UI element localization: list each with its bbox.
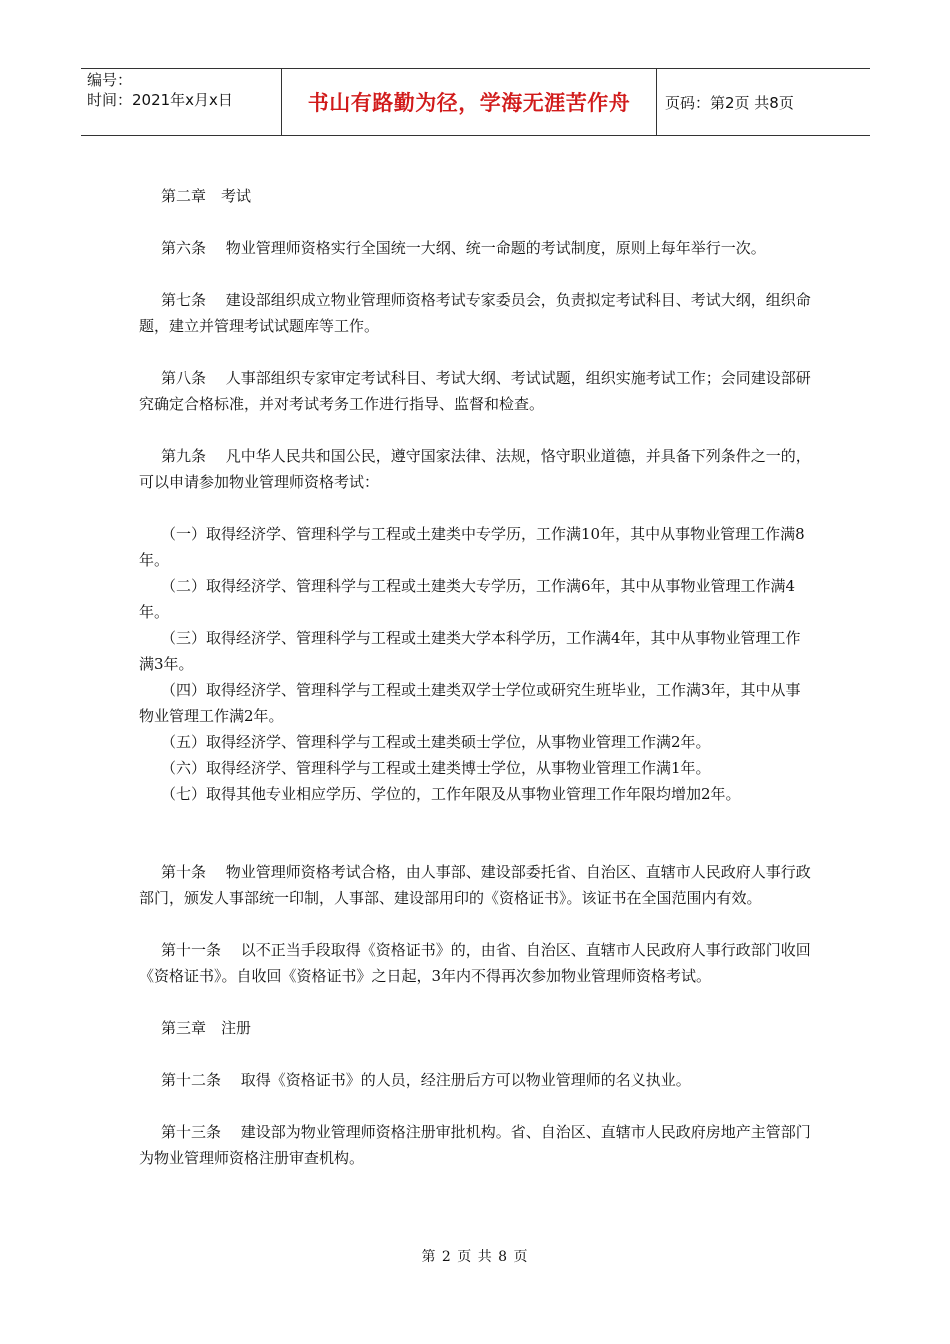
condition-item: （七）取得其他专业相应学历、学位的，工作年限及从事物业管理工作年限均增加2年。	[161, 785, 741, 803]
chapter-title: 第三章 注册	[161, 1019, 252, 1037]
article-8: 第八条 人事部组织专家审定考试科目、考试大纲、考试试题，组织实施考试工作；会同建设部研究确定合格标准，并对考试考务工作进行指导、监督和检查。	[139, 369, 811, 413]
document-body	[139, 183, 811, 1171]
condition-item: （五）取得经济学、管理科学与工程或土建类硕士学位，从事物业管理工作满2年。	[161, 733, 711, 751]
code-label: 编号：	[87, 71, 133, 89]
header-motto: 书山有路勤为径，学海无涯苦作舟	[282, 69, 657, 135]
header-meta	[81, 69, 282, 135]
condition-item: （二）取得经济学、管理科学与工程或土建类大专学历，工作满6年，其中从事物业管理工作满4年。	[139, 577, 796, 621]
time-label: 时间：2021年x月x日	[87, 91, 233, 109]
page-footer: 第 2 页 共 8 页	[421, 1249, 529, 1265]
header-page-info: 页码：第2页 共8页	[665, 93, 794, 112]
condition-item: （三）取得经济学、管理科学与工程或土建类大学本科学历，工作满4年，其中从事物业管理工作满3年。	[139, 629, 801, 673]
chapter-title: 第二章 考试	[161, 187, 252, 205]
condition-item: （六）取得经济学、管理科学与工程或土建类博士学位，从事物业管理工作满1年。	[161, 759, 711, 777]
article-12: 第十二条 取得《资格证书》的人员，经注册后方可以物业管理师的名义执业。	[161, 1071, 691, 1089]
article-11: 第十一条 以不正当手段取得《资格证书》的，由省、自治区、直辖市人民政府人事行政部门收回《资格证书》。自收回《资格证书》之日起，3年内不得再次参加物业管理师资格考试。	[139, 941, 811, 985]
article-10: 第十条 物业管理师资格考试合格，由人事部、建设部委托省、自治区、直辖市人民政府人事行政部门，颁发人事部统一印制，人事部、建设部用印的《资格证书》。该证书在全国范围内有效。	[139, 863, 811, 907]
condition-item: （四）取得经济学、管理科学与工程或土建类双学士学位或研究生班毕业，工作满3年，其中从事物业管理工作满2年。	[139, 681, 801, 725]
article-6: 第六条 物业管理师资格实行全国统一大纲、统一命题的考试制度，原则上每年举行一次。	[161, 239, 766, 257]
article-13: 第十三条 建设部为物业管理师资格注册审批机构。省、自治区、直辖市人民政府房地产主管部门为物业管理师资格注册审查机构。	[139, 1123, 811, 1167]
page-header	[81, 68, 870, 136]
article-7: 第七条 建设部组织成立物业管理师资格考试专家委员会，负责拟定考试科目、考试大纲，组织命题，建立并管理考试试题库等工作。	[139, 291, 811, 335]
article-9: 第九条 凡中华人民共和国公民，遵守国家法律、法规，恪守职业道德，并具备下列条件之一的，可以申请参加物业管理师资格考试：	[139, 447, 811, 491]
condition-item: （一）取得经济学、管理科学与工程或土建类中专学历，工作满10年，其中从事物业管理工作满8年。	[139, 525, 805, 569]
